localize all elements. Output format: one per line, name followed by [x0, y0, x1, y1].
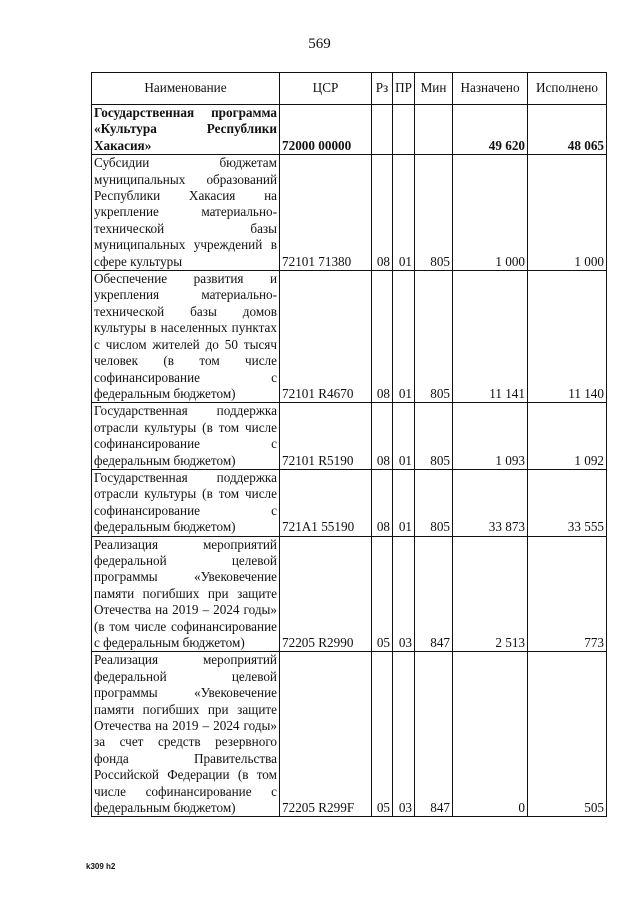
row-pr: 01 [393, 155, 415, 271]
row-csr: 72101 R4670 [280, 271, 372, 403]
header-rz: Рз [372, 73, 393, 105]
row-min: 847 [415, 536, 453, 652]
row-min [415, 105, 453, 155]
row-assigned: 1 093 [453, 403, 528, 470]
budget-table [91, 72, 607, 817]
row-name: Реализация мероприятий федеральной целевой программы «Увековечение памяти погибших при защите Отечества на 2019 – 2024 годы» (в том числе софинансирование с федеральным бюджетом) [92, 536, 280, 652]
header-csr: ЦСР [280, 73, 372, 105]
header-executed: Исполнено [528, 73, 607, 105]
row-min: 805 [415, 403, 453, 470]
table-header-row [92, 73, 607, 105]
row-pr [393, 105, 415, 155]
row-name: Государственная поддержка отрасли культуры (в том числе софинансирование с федеральным бюджетом) [92, 469, 280, 536]
row-executed: 11 140 [528, 271, 607, 403]
row-rz: 08 [372, 469, 393, 536]
row-executed: 773 [528, 536, 607, 652]
row-min: 847 [415, 652, 453, 817]
row-executed: 505 [528, 652, 607, 817]
header-pr: ПР [393, 73, 415, 105]
row-assigned: 1 000 [453, 155, 528, 271]
table-row [92, 155, 607, 271]
header-assigned: Назначено [453, 73, 528, 105]
header-name: Наименование [92, 73, 280, 105]
row-pr: 03 [393, 652, 415, 817]
row-rz: 05 [372, 652, 393, 817]
row-csr: 72101 71380 [280, 155, 372, 271]
row-executed: 48 065 [528, 105, 607, 155]
row-assigned: 11 141 [453, 271, 528, 403]
row-csr: 72205 R2990 [280, 536, 372, 652]
row-pr: 01 [393, 469, 415, 536]
row-csr: 72205 R299F [280, 652, 372, 817]
row-name: Реализация мероприятий федеральной целевой программы «Увековечение памяти погибших при защите Отечества на 2019 – 2024 годы» за счет средств резервного фонда Правительства Российской Федерации (в том числе софинансирование с федеральным бюджетом) [92, 652, 280, 817]
row-min: 805 [415, 271, 453, 403]
row-name: Субсидии бюджетам муниципальных образований Республики Хакасия на укрепление материально-технической базы муниципальных учреждений в сфере культуры [92, 155, 280, 271]
table-row [92, 469, 607, 536]
table-row [92, 403, 607, 470]
row-min: 805 [415, 155, 453, 271]
row-csr: 72101 R5190 [280, 403, 372, 470]
row-min: 805 [415, 469, 453, 536]
row-assigned: 49 620 [453, 105, 528, 155]
row-assigned: 0 [453, 652, 528, 817]
table-row [92, 105, 607, 155]
row-pr: 01 [393, 271, 415, 403]
row-csr: 721A1 55190 [280, 469, 372, 536]
row-rz: 08 [372, 403, 393, 470]
row-rz: 05 [372, 536, 393, 652]
header-min: Мин [415, 73, 453, 105]
row-pr: 01 [393, 403, 415, 470]
row-pr: 03 [393, 536, 415, 652]
table-row [92, 271, 607, 403]
row-executed: 33 555 [528, 469, 607, 536]
row-rz: 08 [372, 155, 393, 271]
row-name: Государственная программа «Культура Республики Хакасия» [92, 105, 280, 155]
row-executed: 1 000 [528, 155, 607, 271]
row-executed: 1 092 [528, 403, 607, 470]
row-rz [372, 105, 393, 155]
row-assigned: 2 513 [453, 536, 528, 652]
row-name: Государственная поддержка отрасли культуры (в том числе софинансирование с федеральным бюджетом) [92, 403, 280, 470]
page-number: 569 [308, 36, 331, 52]
table-row [92, 536, 607, 652]
table-row [92, 652, 607, 817]
footer-code: k309 h2 [86, 862, 116, 871]
row-rz: 08 [372, 271, 393, 403]
row-name: Обеспечение развития и укрепления материально-технической базы домов культуры в населенных пунктах с числом жителей до 50 тысяч человек (в том числе софинансирование с федеральным бюджетом) [92, 271, 280, 403]
row-csr: 72000 00000 [280, 105, 372, 155]
row-assigned: 33 873 [453, 469, 528, 536]
